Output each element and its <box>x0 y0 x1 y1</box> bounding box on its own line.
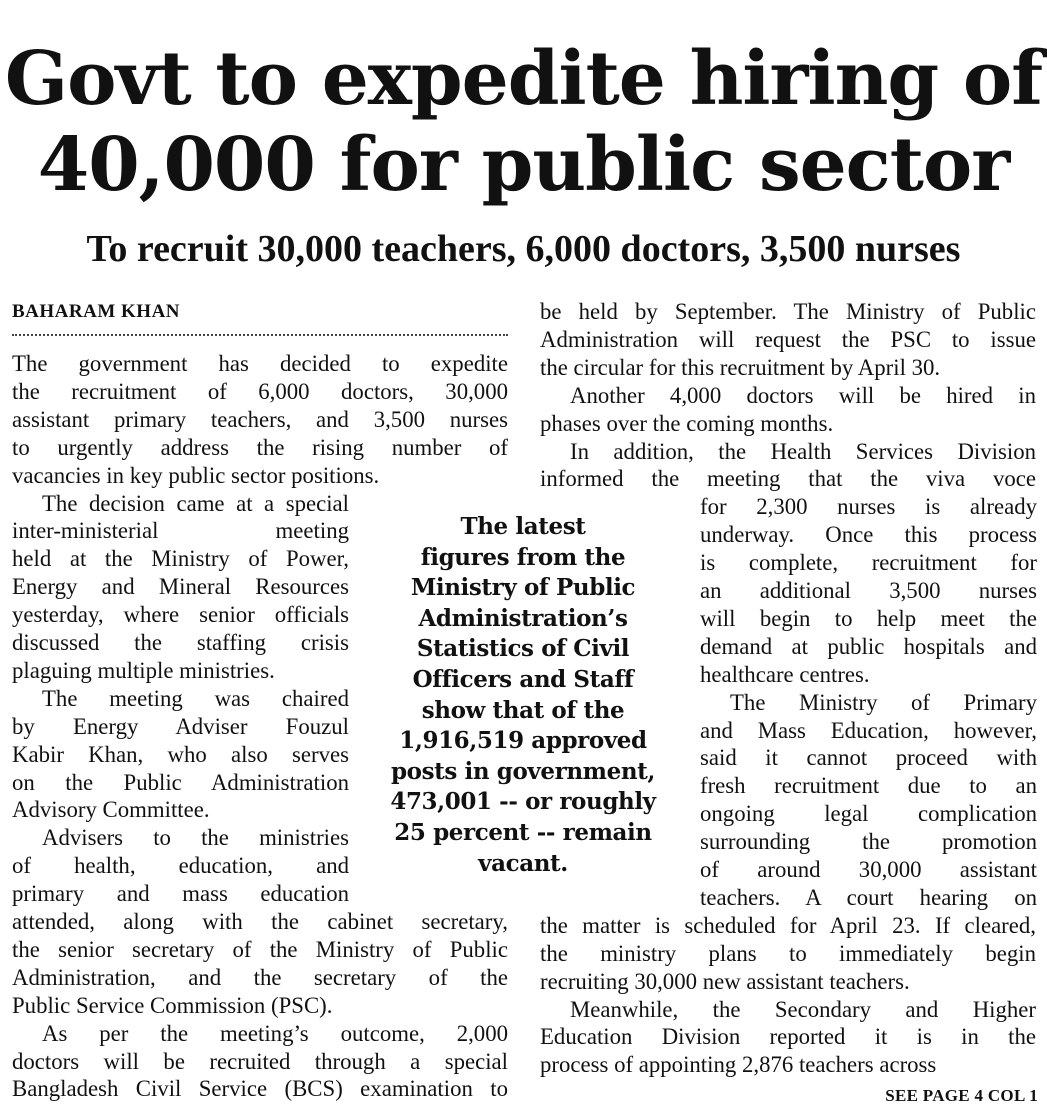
body-line: Meanwhile, the Secondary and Higher <box>570 996 1036 1022</box>
body-line: healthcare centres. <box>700 661 870 687</box>
body-line: The decision came at a special <box>42 490 349 516</box>
body-line: surrounding the promotion <box>700 829 1037 855</box>
body-line: the ministry plans to immediately begin <box>540 940 1036 966</box>
body-line: plaguing multiple ministries. <box>12 657 275 683</box>
body-line: recruiting 30,000 new assistant teachers. <box>540 968 910 994</box>
pull-quote-line: vacant. <box>478 849 568 877</box>
body-line: Kabir Khan, who also serves <box>12 741 349 767</box>
pull-quote-line: 473,001 -- or roughly <box>390 788 656 816</box>
body-line: attended, along with the cabinet secretary, <box>12 909 508 934</box>
body-line: Bangladesh Civil Service (BCS) examination to <box>12 1076 508 1102</box>
body-line: for 2,300 nurses is already <box>700 494 1037 520</box>
body-line: will begin to help meet the <box>700 605 1037 631</box>
pull-quote-line: Statistics of Civil <box>416 635 630 663</box>
body-line: the recruitment of 6,000 doctors, 30,000 <box>12 378 508 404</box>
body-line: the circular for this recruitment by April 30. <box>540 354 941 380</box>
pull-quote <box>370 512 676 879</box>
body-line: The Ministry of Primary <box>730 689 1037 715</box>
pull-quote-line: 1,916,519 approved <box>399 727 647 755</box>
body-line: In addition, the Health Services Division <box>570 438 1036 464</box>
pull-quote-line: The latest <box>460 513 586 540</box>
body-line: held at the Ministry of Power, <box>12 546 349 572</box>
body-line: The meeting was chaired <box>42 685 349 711</box>
body-line: Public Service Commission (PSC). <box>12 992 333 1018</box>
body-line: informed the meeting that the viva voce <box>540 466 1036 492</box>
pull-quote-line: Officers and Staff <box>412 665 634 693</box>
body-line: discussed the staffing crisis <box>12 630 349 655</box>
body-line: said it cannot proceed with <box>700 745 1037 771</box>
body-line: As per the meeting’s outcome, 2,000 <box>42 1020 508 1046</box>
body-line: Advisory Committee. <box>12 797 210 823</box>
body-line: assistant primary teachers, and 3,500 nurses <box>12 406 508 432</box>
body-line: teachers. A court hearing on <box>700 884 1037 910</box>
pull-quote-line: 25 percent -- remain <box>394 818 652 846</box>
body-line: an additional 3,500 nurses <box>700 578 1037 603</box>
body-line: by Energy Adviser Fouzul <box>12 713 349 739</box>
body-line: be held by September. The Ministry of Public <box>540 299 1036 324</box>
body-line: ongoing legal complication <box>700 801 1037 827</box>
pull-quote-line: Administration’s <box>418 604 628 632</box>
body-line: is complete, recruitment for <box>700 550 1037 576</box>
continuation-jump: SEE PAGE 4 COL 1 <box>885 1086 1038 1105</box>
subheadline: To recruit 30,000 teachers, 6,000 doctors, 3,500 nurses <box>86 228 961 270</box>
body-line: yesterday, where senior officials <box>12 602 349 628</box>
byline-divider <box>12 334 508 336</box>
body-line: doctors will be recruited through a special <box>12 1048 508 1074</box>
body-line: on the Public Administration <box>12 769 349 795</box>
body-line: of around 30,000 assistant <box>700 857 1037 882</box>
body-line: Advisers to the ministries <box>42 825 349 851</box>
body-line: to urgently address the rising number of <box>12 434 508 460</box>
body-line: Administration will request the PSC to issue <box>540 326 1036 352</box>
body-line: the senior secretary of the Ministry of Public <box>12 936 508 962</box>
body-line: and Mass Education, however, <box>700 717 1037 743</box>
pull-quote-line: figures from the <box>420 543 626 571</box>
body-line: process of appointing 2,876 teachers across <box>540 1052 937 1078</box>
pull-quote-line: show that of the <box>421 696 625 724</box>
pull-quote-line: Ministry of Public <box>410 574 636 602</box>
body-line: demand at public hospitals and <box>700 633 1037 659</box>
body-line: fresh recruitment due to an <box>700 773 1037 799</box>
headline-line-2: 40,000 for public sector <box>37 122 1010 208</box>
body-line: The government has decided to expedite <box>12 351 508 376</box>
body-line: phases over the coming months. <box>540 410 834 436</box>
body-line: Education Division reported it is in the <box>540 1024 1036 1050</box>
body-line: Administration, and the secretary of the <box>12 964 508 990</box>
byline: BAHARAM KHAN <box>12 301 181 322</box>
body-line: underway. Once this process <box>700 522 1037 548</box>
body-line: Energy and Mineral Resources <box>12 574 349 600</box>
body-line: inter-ministerial meeting <box>12 518 349 544</box>
body-line: primary and mass education <box>12 881 349 907</box>
body-line: Another 4,000 doctors will be hired in <box>570 382 1036 408</box>
headline-line-1: Govt to expedite hiring of <box>4 36 1043 122</box>
body-line: of health, education, and <box>12 853 349 879</box>
body-line: vacancies in key public sector positions. <box>12 462 380 488</box>
body-line: the matter is scheduled for April 23. If cleared, <box>540 912 1036 938</box>
pull-quote-line: posts in government, <box>390 757 655 785</box>
